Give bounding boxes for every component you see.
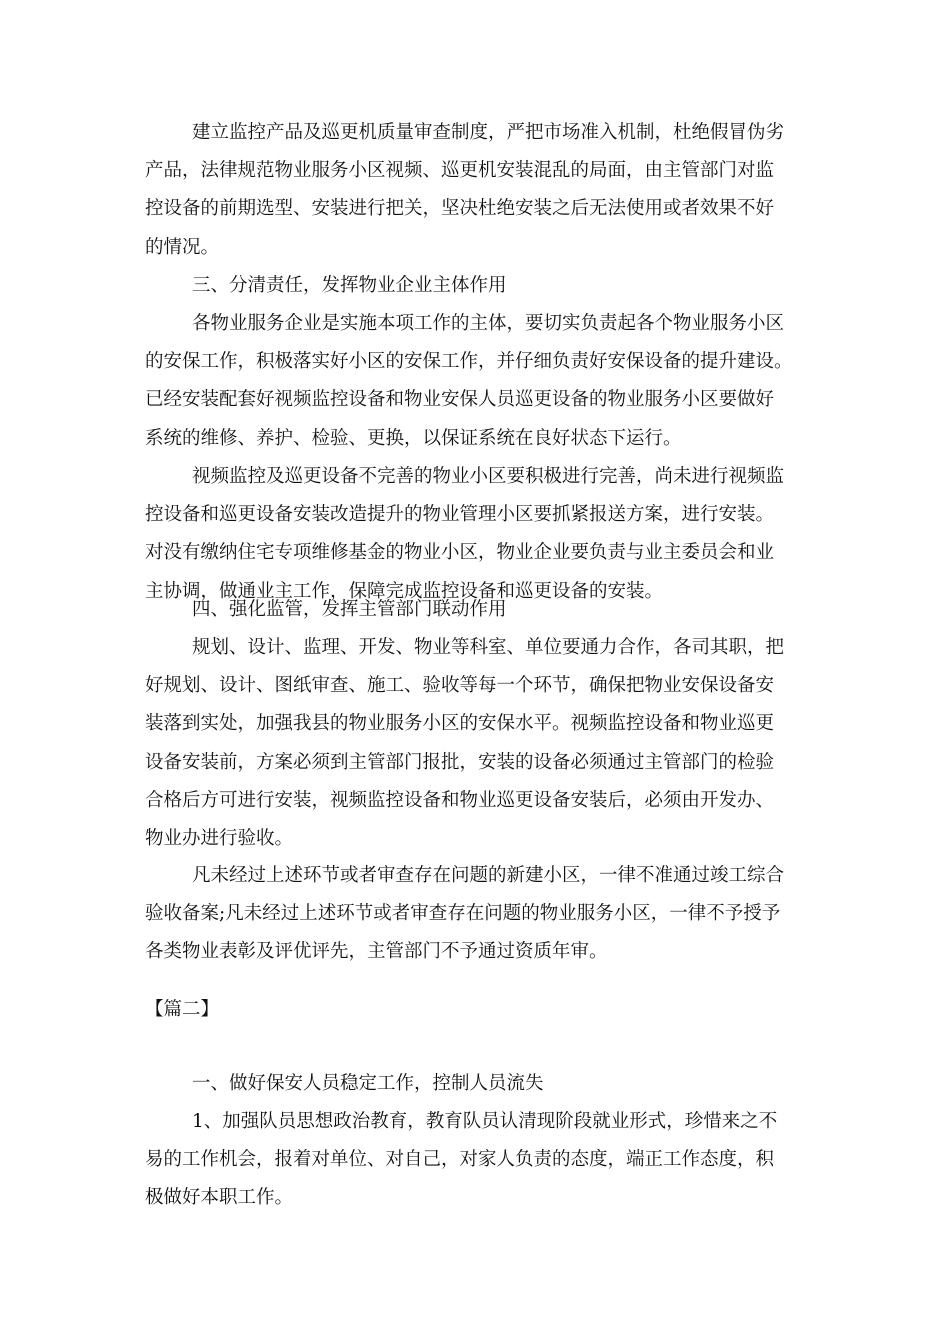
text-line: 的安保工作，积极落实好小区的安保工作，并仔细负责好安保设备的提升建设。: [145, 351, 793, 373]
paragraph-responsibility: [145, 305, 805, 458]
text-line: 极做好本职工作。: [145, 1187, 294, 1209]
paragraph-improvement: [145, 458, 805, 611]
text-line: 控设备和巡更设备安装改造提升的物业管理小区要抓紧报送方案，进行安装。: [145, 504, 775, 526]
text-line: 物业办进行验收。: [145, 827, 294, 849]
heading-section-1b: [145, 1065, 805, 1103]
paragraph-acceptance: [145, 857, 805, 972]
section-title: 【篇二】: [145, 999, 220, 1020]
section-heading: 三、分清责任，发挥物业企业主体作用: [192, 275, 507, 296]
text-line: 规划、设计、监理、开发、物业等科室、单位要通力合作，各司其职，把: [192, 637, 785, 658]
text-line: 视频监控及巡更设备不完善的物业小区要积极进行完善，尚未进行视频监: [192, 466, 785, 487]
text-line: 建立监控产品及巡更机质量审查制度，严把市场准入机制，杜绝假冒伪劣: [192, 122, 785, 143]
section-heading: 一、做好保安人员稳定工作，控制人员流失: [192, 1073, 544, 1094]
paragraph-quality-review: [145, 114, 805, 267]
text-line: 控设备的前期选型、安装进行把关，坚决杜绝安装之后无法使用或者效果不好: [145, 198, 775, 220]
text-line: 验收备案;凡未经过上述环节或者审查存在问题的物业服务小区，一律不予授予: [145, 903, 781, 925]
text-line: 已经安装配套好视频监控设备和物业安保人员巡更设备的物业服务小区要做好: [145, 389, 775, 411]
section-heading: 四、强化监管，发挥主管部门联动作用: [192, 599, 507, 620]
heading-section-3: [145, 267, 805, 305]
text-line: 设备安装前，方案必须到主管部门报批，安装的设备必须通过主管部门的检验: [145, 751, 775, 773]
text-line: 凡未经过上述环节或者审查存在问题的新建小区，一律不准通过竣工综合: [192, 865, 785, 886]
heading-section-4: [145, 591, 805, 629]
text-line: 主协调，做通业主工作，保障完成监控设备和巡更设备的安装。: [145, 580, 664, 602]
text-line: 1、加强队员思想政治教育，教育队员认清现阶段就业形式，珍惜来之不: [192, 1111, 778, 1132]
paragraph-supervision: [145, 629, 805, 858]
text-line: 系统的维修、养护、检验、更换，以保证系统在良好状态下运行。: [145, 427, 682, 449]
text-line: 对没有缴纳住宅专项维修基金的物业小区，物业企业要负责与业主委员会和业: [145, 542, 775, 564]
text-line: 装落到实处，加强我县的物业服务小区的安保水平。视频监控设备和物业巡更: [145, 713, 775, 735]
text-line: 的情况。: [145, 236, 220, 258]
text-line: 易的工作机会，报着对单位、对自己，对家人负责的态度，端正工作态度，积: [145, 1149, 775, 1171]
text-line: 各物业服务企业是实施本项工作的主体，要切实负责起各个物业服务小区: [192, 313, 785, 334]
text-line: 各类物业表彰及评优评先，主管部门不予通过资质年审。: [145, 941, 608, 963]
paragraph-staff-education: [145, 1103, 805, 1218]
section-title-part-two: [145, 991, 219, 1029]
text-line: 好规划、设计、图纸审查、施工、验收等每一个环节，确保把物业安保设备安: [145, 675, 775, 697]
text-line: 产品，法律规范物业服务小区视频、巡更机安装混乱的局面，由主管部门对监: [145, 160, 775, 182]
text-line: 合格后方可进行安装，视频监控设备和物业巡更设备安装后，必须由开发办、: [145, 789, 775, 811]
